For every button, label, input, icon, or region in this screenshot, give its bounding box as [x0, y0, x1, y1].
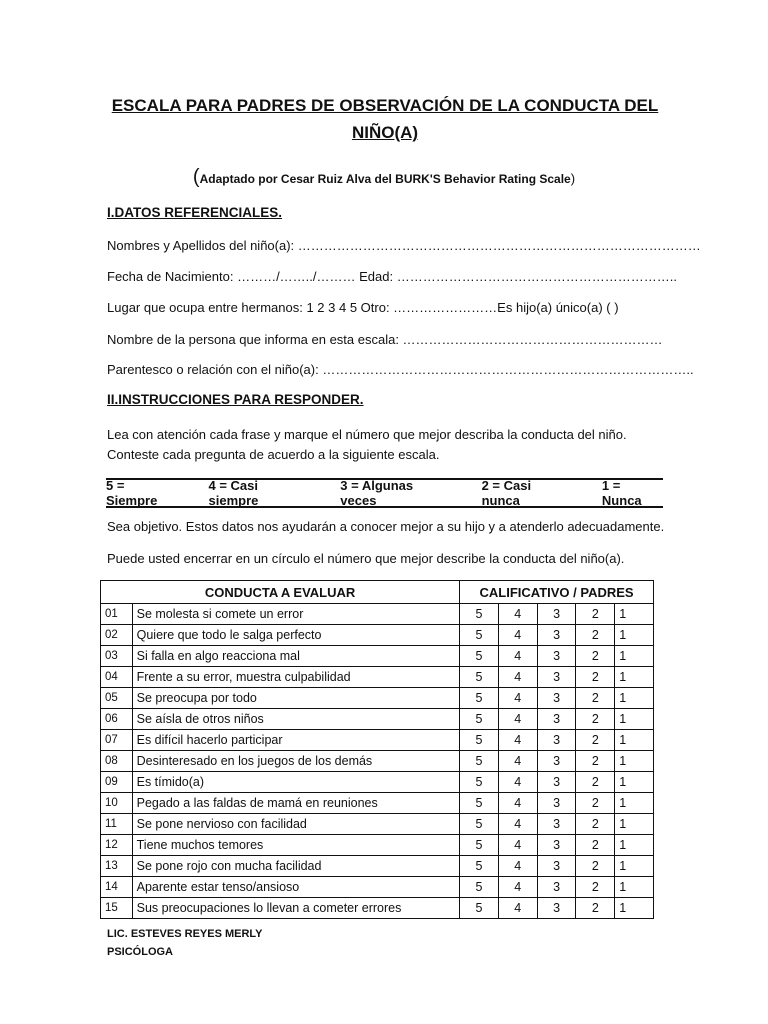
score-option[interactable]: 3	[537, 835, 576, 856]
author-role: PSICÓLOGA	[107, 946, 174, 958]
table-row	[101, 835, 654, 856]
table-row	[101, 667, 654, 688]
score-option[interactable]: 2	[576, 688, 615, 709]
row-behavior: Es difícil hacerlo participar	[132, 730, 460, 751]
score-option[interactable]: 2	[576, 877, 615, 898]
table-row	[101, 688, 654, 709]
row-number: 07	[101, 730, 133, 751]
table-row	[101, 877, 654, 898]
score-option[interactable]: 2	[576, 730, 615, 751]
score-option[interactable]: 2	[576, 709, 615, 730]
score-option[interactable]: 1	[615, 730, 654, 751]
row-number: 03	[101, 646, 133, 667]
row-number: 14	[101, 877, 133, 898]
score-option[interactable]: 3	[537, 667, 576, 688]
score-option[interactable]: 5	[460, 835, 499, 856]
score-option[interactable]: 4	[498, 730, 537, 751]
score-option[interactable]: 4	[498, 814, 537, 835]
table-row	[101, 730, 654, 751]
score-option[interactable]: 3	[537, 772, 576, 793]
score-option[interactable]: 1	[615, 646, 654, 667]
document-title: ESCALA PARA PADRES DE OBSERVACIÓN DE LA CONDUCTA DEL NIÑO(A)	[111, 96, 659, 142]
field-lugar-hermanos: Lugar que ocupa entre hermanos: 1 2 3 4 5 Otro: ……………………Es hijo(a) único(a) ( )	[107, 300, 619, 315]
score-option[interactable]: 3	[537, 856, 576, 877]
scale-item-3: 3 = Algunas veces	[340, 478, 414, 508]
score-option[interactable]: 5	[460, 646, 499, 667]
score-option[interactable]: 5	[460, 688, 499, 709]
score-option[interactable]: 4	[498, 877, 537, 898]
score-option[interactable]: 1	[615, 667, 654, 688]
instructions-text: Lea con atención cada frase y marque el número que mejor describa la conducta del niño. Conteste cada pregunta de acuerdo a la siguiente escala.	[107, 427, 627, 462]
score-option[interactable]: 5	[460, 772, 499, 793]
row-behavior: Tiene muchos temores	[132, 835, 460, 856]
score-option[interactable]: 3	[537, 898, 576, 919]
score-option[interactable]: 4	[498, 835, 537, 856]
score-option[interactable]: 1	[615, 604, 654, 625]
score-option[interactable]: 4	[498, 793, 537, 814]
document-subtitle	[0, 166, 768, 189]
row-behavior: Si falla en algo reacciona mal	[132, 646, 460, 667]
score-option[interactable]: 3	[537, 604, 576, 625]
score-option[interactable]: 4	[498, 625, 537, 646]
row-number: 08	[101, 751, 133, 772]
score-option[interactable]: 4	[498, 709, 537, 730]
score-option[interactable]: 2	[576, 898, 615, 919]
score-option[interactable]: 2	[576, 835, 615, 856]
score-option[interactable]: 4	[498, 856, 537, 877]
score-option[interactable]: 3	[537, 646, 576, 667]
score-option[interactable]: 3	[537, 688, 576, 709]
row-behavior: Pegado a las faldas de mamá en reuniones	[132, 793, 460, 814]
score-option[interactable]: 5	[460, 877, 499, 898]
field-fecha-nacimiento: Fecha de Nacimiento: ………/……../……… Edad: ………………………………………………………..	[107, 269, 677, 284]
table-row	[101, 625, 654, 646]
section1-heading: I.DATOS REFERENCIALES.	[107, 205, 283, 220]
score-option[interactable]: 4	[498, 772, 537, 793]
rating-scale-legend	[106, 478, 663, 508]
row-number: 01	[101, 604, 133, 625]
section2-heading: II.INSTRUCCIONES PARA RESPONDER.	[107, 392, 364, 407]
score-option[interactable]: 2	[576, 667, 615, 688]
score-option[interactable]: 1	[615, 814, 654, 835]
table-row	[101, 751, 654, 772]
score-option[interactable]: 4	[498, 667, 537, 688]
row-behavior: Se pone rojo con mucha facilidad	[132, 856, 460, 877]
score-option[interactable]: 2	[576, 604, 615, 625]
score-option[interactable]: 1	[615, 856, 654, 877]
score-option[interactable]: 5	[460, 793, 499, 814]
score-option[interactable]: 5	[460, 604, 499, 625]
row-number: 11	[101, 814, 133, 835]
row-number: 04	[101, 667, 133, 688]
row-number: 09	[101, 772, 133, 793]
table-row	[101, 604, 654, 625]
score-option[interactable]: 4	[498, 688, 537, 709]
score-option[interactable]: 1	[615, 877, 654, 898]
score-option[interactable]: 3	[537, 814, 576, 835]
row-behavior: Es tímido(a)	[132, 772, 460, 793]
row-number: 15	[101, 898, 133, 919]
score-option[interactable]: 4	[498, 898, 537, 919]
row-behavior: Se aísla de otros niños	[132, 709, 460, 730]
score-option[interactable]: 3	[537, 793, 576, 814]
row-behavior: Se preocupa por todo	[132, 688, 460, 709]
note-circulo: Puede usted encerrar en un círculo el número que mejor describe la conducta del niño(a).	[107, 551, 625, 566]
score-option[interactable]: 2	[576, 751, 615, 772]
row-behavior: Se pone nervioso con facilidad	[132, 814, 460, 835]
score-option[interactable]: 2	[576, 772, 615, 793]
score-option[interactable]: 1	[615, 751, 654, 772]
author-name: LIC. ESTEVES REYES MERLY	[107, 928, 263, 940]
score-option[interactable]: 5	[460, 709, 499, 730]
score-option[interactable]: 1	[615, 793, 654, 814]
scale-item-4: 4 = Casi siempre	[208, 478, 259, 508]
field-nombres: Nombres y Apellidos del niño(a): …………………………………………………………………………………	[107, 238, 701, 253]
score-option[interactable]: 2	[576, 646, 615, 667]
header-calificativo: CALIFICATIVO / PADRES	[460, 581, 654, 604]
score-option[interactable]: 5	[460, 856, 499, 877]
table-row	[101, 709, 654, 730]
subtitle-open-paren: (	[192, 166, 200, 188]
score-option[interactable]: 5	[460, 625, 499, 646]
table-row	[101, 898, 654, 919]
scale-item-1: 1 = Nunca	[601, 478, 642, 508]
score-option[interactable]: 2	[576, 793, 615, 814]
scale-item-2: 2 = Casi nunca	[481, 478, 532, 508]
score-option[interactable]: 1	[615, 709, 654, 730]
note-objetivo: Sea objetivo. Estos datos nos ayudarán a conocer mejor a su hijo y a atenderlo adecuadamente.	[107, 519, 665, 534]
score-option[interactable]: 1	[615, 772, 654, 793]
score-option[interactable]: 3	[537, 877, 576, 898]
score-option[interactable]: 4	[498, 751, 537, 772]
score-option[interactable]: 5	[460, 730, 499, 751]
score-option[interactable]: 3	[537, 625, 576, 646]
score-option[interactable]: 5	[460, 814, 499, 835]
score-option[interactable]: 3	[537, 709, 576, 730]
score-option[interactable]: 4	[498, 604, 537, 625]
field-informante: Nombre de la persona que informa en esta escala: ……………………………………………………	[107, 332, 663, 347]
row-number: 06	[101, 709, 133, 730]
subtitle-text: Adaptado por Cesar Ruiz Alva del BURK'S Behavior Rating Scale	[199, 172, 571, 186]
row-number: 12	[101, 835, 133, 856]
score-option[interactable]: 2	[576, 856, 615, 877]
row-number: 10	[101, 793, 133, 814]
table-header-row	[101, 581, 654, 604]
score-option[interactable]: 4	[498, 646, 537, 667]
field-parentesco: Parentesco o relación con el niño(a): …………………………………………………………………………..	[107, 362, 694, 377]
score-option[interactable]: 5	[460, 898, 499, 919]
row-behavior: Quiere que todo le salga perfecto	[132, 625, 460, 646]
score-option[interactable]: 1	[615, 898, 654, 919]
row-behavior: Se molesta si comete un error	[132, 604, 460, 625]
table-row	[101, 856, 654, 877]
score-option[interactable]: 5	[460, 667, 499, 688]
scale-item-5: 5 = Siempre	[106, 478, 158, 508]
subtitle-close-paren: )	[570, 171, 576, 186]
score-option[interactable]: 3	[537, 730, 576, 751]
table-row	[101, 814, 654, 835]
score-option[interactable]: 2	[576, 814, 615, 835]
row-number: 02	[101, 625, 133, 646]
score-option[interactable]: 1	[615, 625, 654, 646]
score-option[interactable]: 2	[576, 625, 615, 646]
table-row	[101, 772, 654, 793]
score-option[interactable]: 1	[615, 835, 654, 856]
row-behavior: Desinteresado en los juegos de los demás	[132, 751, 460, 772]
header-conducta: CONDUCTA A EVALUAR	[101, 581, 460, 604]
row-behavior: Sus preocupaciones lo llevan a cometer errores	[132, 898, 460, 919]
row-number: 13	[101, 856, 133, 877]
score-option[interactable]: 1	[615, 688, 654, 709]
row-behavior: Frente a su error, muestra culpabilidad	[132, 667, 460, 688]
table-row	[101, 793, 654, 814]
row-number: 05	[101, 688, 133, 709]
table-row	[101, 646, 654, 667]
row-behavior: Aparente estar tenso/ansioso	[132, 877, 460, 898]
score-option[interactable]: 3	[537, 751, 576, 772]
behavior-rating-table	[100, 580, 654, 919]
score-option[interactable]: 5	[460, 751, 499, 772]
